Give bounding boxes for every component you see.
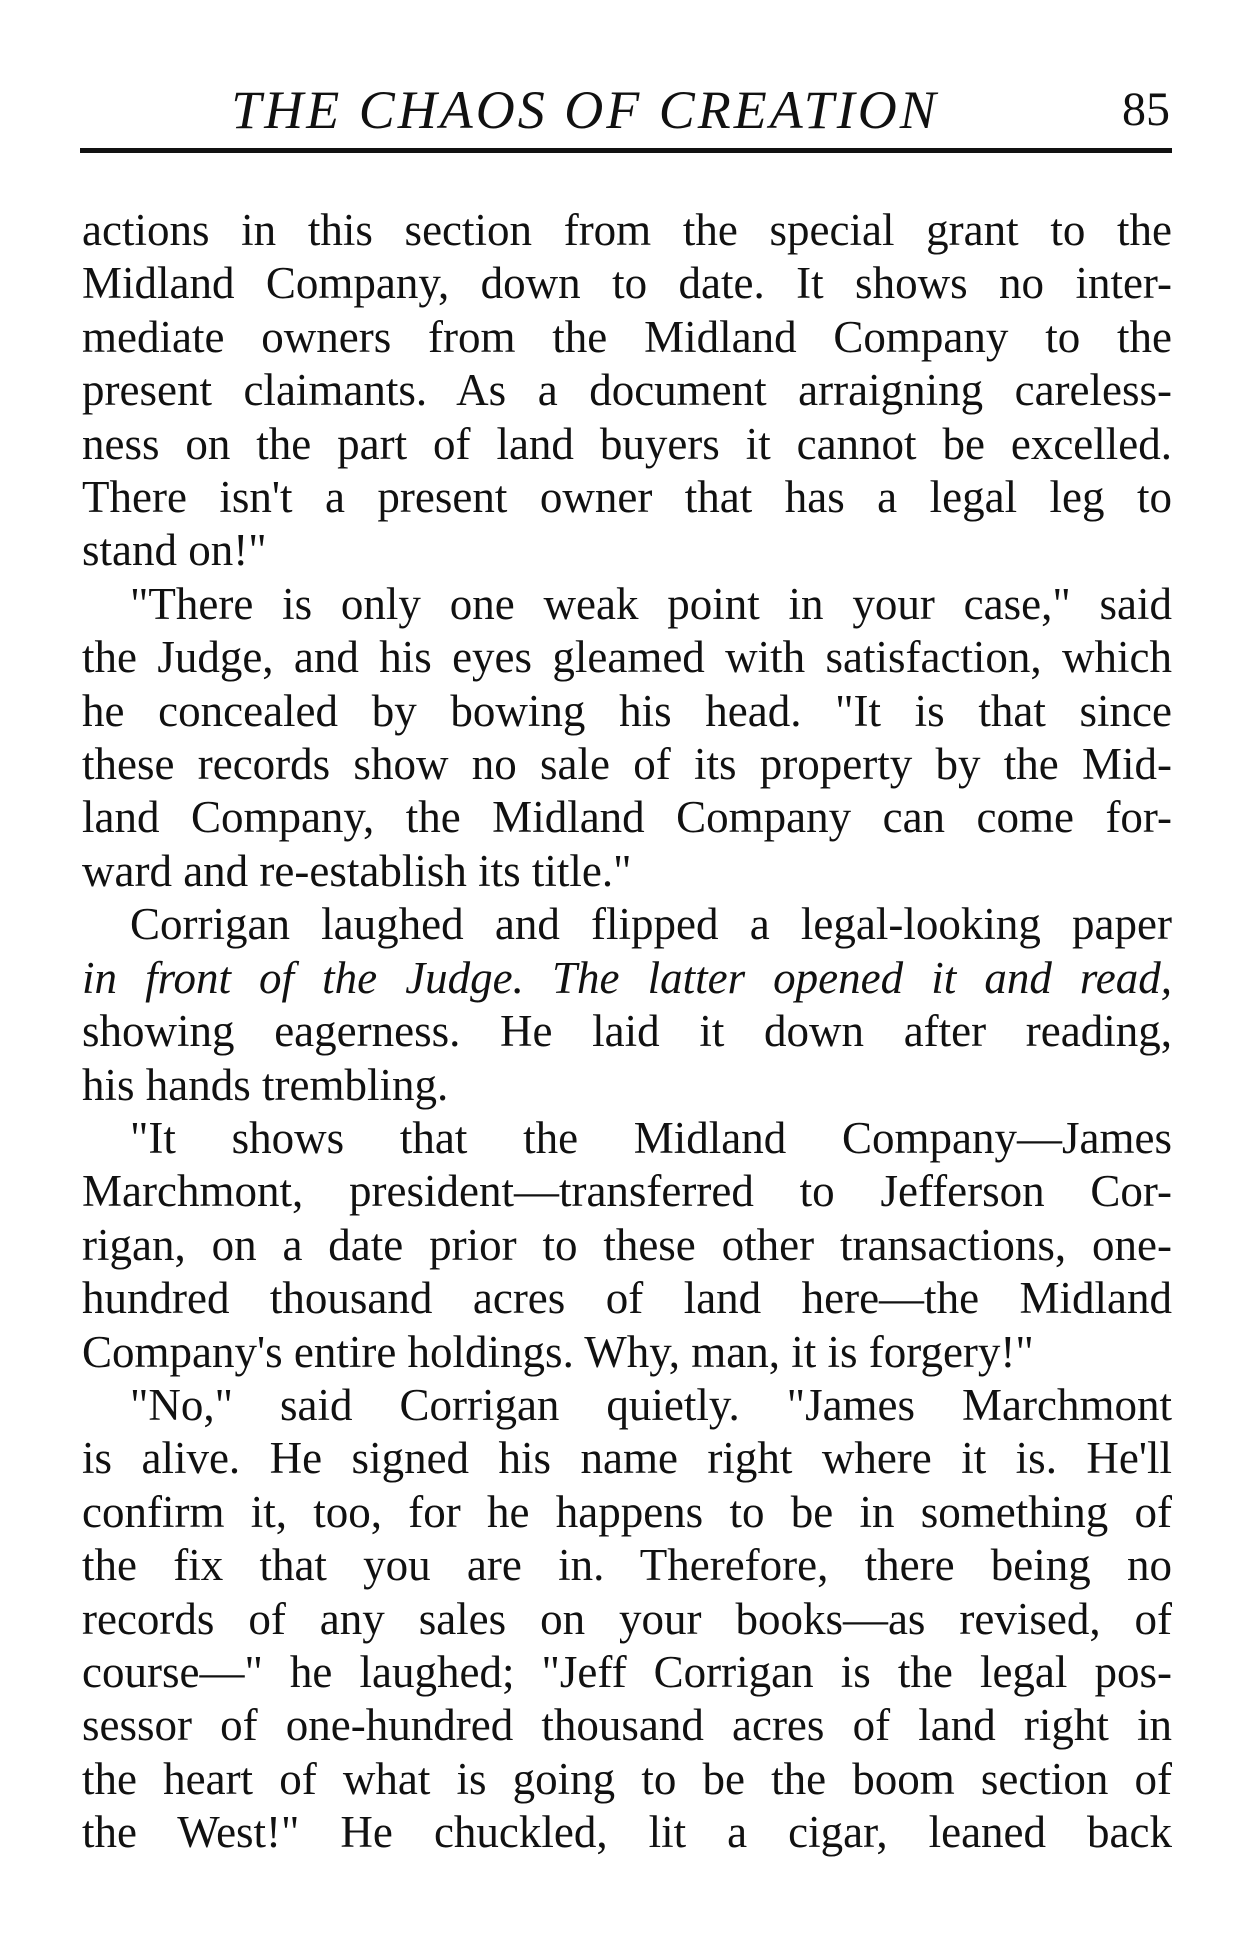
text-line: Marchmont, president—transferred to Jefferson Cor- <box>82 1166 1172 1217</box>
text-line: sessor of one-hundred thousand acres of land right in <box>82 1700 1172 1751</box>
text-line: "It shows that the Midland Company—James <box>130 1112 1172 1163</box>
body-text <box>82 204 1172 1860</box>
text-line: the heart of what is going to be the boom section of <box>82 1753 1172 1804</box>
text-line: present claimants. As a document arraigning careless- <box>82 365 1172 416</box>
text-line: his hands trembling. <box>82 1059 449 1110</box>
text-line: course—" he laughed; "Jeff Corrigan is the legal pos- <box>82 1646 1172 1697</box>
text-line: confirm it, too, for he happens to be in something of <box>82 1486 1172 1537</box>
text-line: records of any sales on your books—as revised, of <box>82 1593 1172 1644</box>
text-line: actions in this section from the special grant to the <box>82 205 1172 255</box>
running-head <box>80 78 1170 148</box>
text-line: mediate owners from the Midland Company to the <box>82 311 1172 362</box>
text-line: Midland Company, down to date. It shows no inter- <box>82 258 1172 309</box>
text-line: in front of the Judge. The latter opened it and read, <box>82 952 1172 1003</box>
text-line: rigan, on a date prior to these other transactions, one- <box>82 1219 1172 1270</box>
paragraph <box>82 204 1172 578</box>
paragraph <box>82 1112 1172 1379</box>
text-line: There isn't a present owner that has a legal leg to <box>82 472 1172 523</box>
text-line: ward and re-establish its title." <box>82 845 632 896</box>
text-line: stand on!" <box>82 525 267 576</box>
running-title: THE CHAOS OF CREATION <box>231 80 939 140</box>
text-line: he concealed by bowing his head. "It is that since <box>82 685 1172 736</box>
text-line: Company's entire holdings. Why, man, it is forgery!" <box>82 1326 1034 1377</box>
text-line: ness on the part of land buyers it cannot be excelled. <box>82 418 1172 469</box>
header-rule <box>80 148 1172 153</box>
paragraph <box>82 1379 1172 1860</box>
text-line: showing eagerness. He laid it down after reading, <box>82 1006 1172 1057</box>
text-line: "There is only one weak point in your case," said <box>130 578 1172 629</box>
text-line: "No," said Corrigan quietly. "James Marchmont <box>130 1379 1172 1430</box>
text-line: the fix that you are in. Therefore, there being no <box>82 1540 1172 1591</box>
text-line: is alive. He signed his name right where it is. He'll <box>82 1433 1172 1484</box>
text-line: these records show no sale of its property by the Mid- <box>82 739 1172 790</box>
paragraph <box>82 578 1172 898</box>
text-line: land Company, the Midland Company can come for- <box>82 792 1172 843</box>
page-number: 85 <box>1122 83 1170 136</box>
text-line: Corrigan laughed and flipped a legal-looking paper <box>130 899 1172 950</box>
text-line: the West!" He chuckled, lit a cigar, leaned back <box>82 1807 1172 1858</box>
paragraph <box>82 898 1172 1112</box>
text-line: hundred thousand acres of land here—the Midland <box>82 1273 1172 1324</box>
text-line: the Judge, and his eyes gleamed with satisfaction, which <box>82 632 1172 683</box>
